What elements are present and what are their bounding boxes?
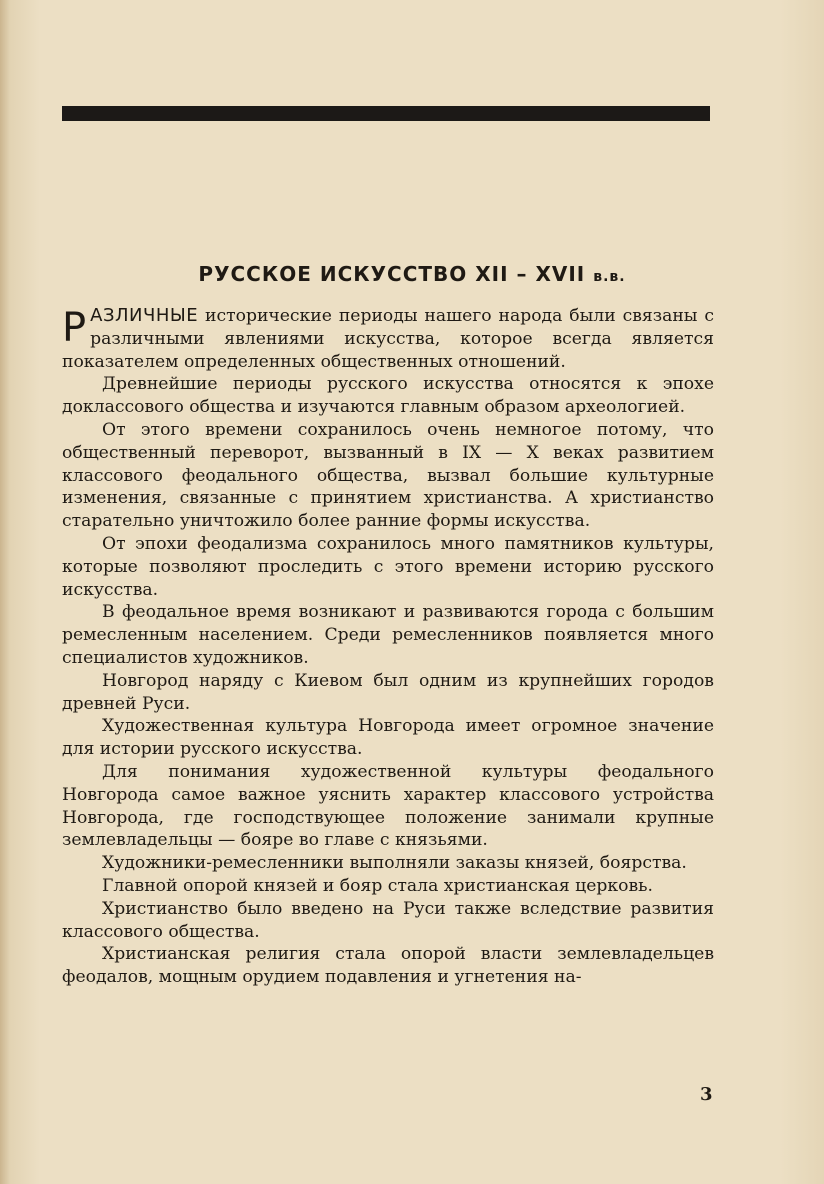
paragraph: В феодальное время возникают и развиваются города с большим ремесленным населением. Среди ремесленников появляется много специалистов художников.	[62, 602, 714, 668]
header-rule	[62, 106, 710, 121]
drop-cap: Р	[62, 305, 87, 351]
page-number: 3	[700, 1084, 713, 1105]
paragraph: От этого времени сохранилось очень немногое потому, что общественный переворот, вызванный в IX — X веках развитием классового феодального общества, вызвал большие культурные изменения, связанные с принятием христианства. А христианство старательно уничтожило более ранние формы искусства.	[62, 419, 714, 532]
paragraph: Главной опорой князей и бояр стала христианская церковь.	[102, 875, 653, 896]
paragraph: Христианство было введено на Руси также вследствие развития классового общества.	[62, 898, 714, 942]
body-text	[62, 305, 714, 989]
page-title	[0, 262, 824, 286]
lead-caps: АЗЛИЧНЫЕ	[90, 305, 199, 326]
paragraph: Древнейшие периоды русского искусства относятся к эпохе доклассового общества и изучаются главным образом археологией.	[62, 374, 714, 418]
title-suffix: в.в.	[593, 269, 626, 285]
paragraph-text: исторические периоды нашего народа были связаны с различными явлениями искусства, которое всегда является показателем определенных общественных отношений.	[62, 306, 714, 372]
paragraph: Для понимания художественной культуры феодального Новгорода самое важное уяснить характер классового устройства Новгорода, где господствующее положение занимали крупные землевладельцы — бояре во главе с князьями.	[62, 761, 714, 851]
paragraph: Христианская религия стала опорой власти землевладельцев феодалов, мощным орудием подавления и угнетения на-	[62, 944, 714, 988]
paragraph: От эпохи феодализма сохранилось много памятников культуры, которые позволяют проследить с этого времени историю русского искусства.	[62, 533, 714, 600]
paragraph	[62, 305, 714, 373]
paragraph: Новгород наряду с Киевом был одним из крупнейших городов древней Руси.	[62, 670, 714, 714]
paragraph: Художественная культура Новгорода имеет огромное значение для истории русского искусства.	[62, 716, 714, 760]
paragraph: Художники-ремесленники выполняли заказы князей, боярства.	[102, 853, 687, 874]
title-main: РУССКОЕ ИСКУССТВО XII – XVII	[198, 262, 586, 286]
